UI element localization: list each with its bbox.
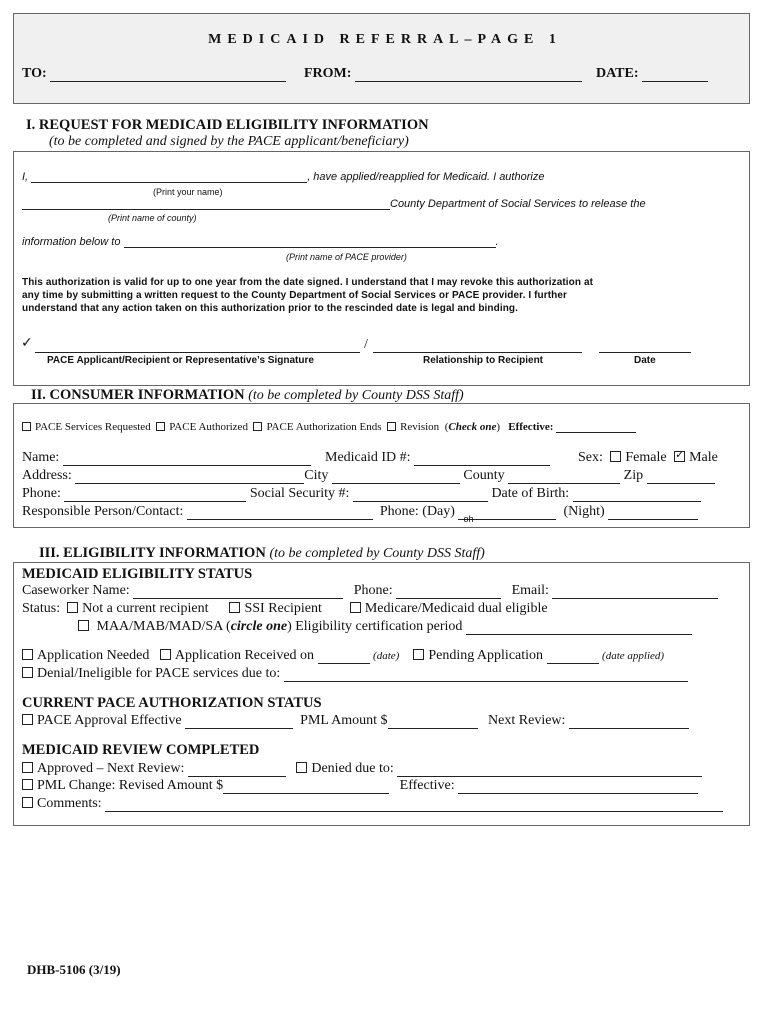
dob-label: Date of Birth:	[491, 486, 570, 501]
checkbox-icon[interactable]	[156, 422, 165, 431]
date-caption: (date)	[373, 650, 400, 662]
line3	[22, 236, 499, 248]
circle-one: circle one	[230, 619, 288, 634]
check-one-open: (	[444, 421, 449, 433]
phone-field[interactable]	[22, 486, 701, 502]
to-field[interactable]	[22, 66, 286, 82]
from-label: FROM:	[304, 66, 352, 81]
pending-checkbox[interactable]	[413, 649, 424, 660]
ssi-checkbox[interactable]	[229, 602, 240, 613]
zip-line[interactable]	[647, 483, 715, 484]
auth-line-1: This authorization is valid for up to one year from the date signed. I understand that I may revoke this authorization at	[22, 277, 594, 288]
female-checkbox[interactable]	[610, 451, 621, 462]
section2-title	[31, 387, 464, 404]
from-line[interactable]	[355, 81, 582, 82]
phone-day-value: oh	[463, 514, 474, 524]
pace-approval-label: PACE Approval Effective	[37, 713, 182, 728]
denial-row	[22, 666, 688, 682]
cert-period-line[interactable]	[466, 634, 692, 635]
city-label: City	[304, 468, 329, 483]
pace-approval-line[interactable]	[185, 728, 293, 729]
opt-authorized-label: PACE Authorized	[169, 421, 248, 433]
male-checkbox[interactable]	[674, 451, 685, 462]
checkbox-icon[interactable]	[387, 422, 396, 431]
signature-caption: PACE Applicant/Recipient or Representative’s Signature	[47, 355, 314, 366]
name-label: Name:	[22, 450, 60, 465]
medicaid-id-line[interactable]	[414, 465, 550, 466]
denial-line[interactable]	[284, 681, 688, 682]
status-label: Status:	[22, 601, 61, 616]
comments-line[interactable]	[105, 811, 723, 812]
opt-revision-label: Revision	[400, 421, 440, 433]
responsible-line[interactable]	[187, 519, 373, 520]
responsible-label: Responsible Person/Contact:	[22, 504, 184, 519]
effective-label: Effective:	[508, 421, 554, 433]
zip-label: Zip	[623, 468, 644, 483]
responsible-field[interactable]	[22, 504, 698, 524]
pace-approval-checkbox[interactable]	[22, 714, 33, 725]
line3-suffix: .	[495, 236, 499, 248]
opt-authorized[interactable]	[156, 421, 248, 433]
line1-prefix: I,	[22, 171, 29, 183]
pml-amount-line[interactable]	[388, 728, 478, 729]
app-received-line[interactable]	[318, 663, 370, 664]
denial-label: Denial/Ineligible for PACE services due to:	[37, 666, 281, 681]
auth-line-2: any time by submitting a written request to the County Department of Social Services or PACE provider. I further	[22, 290, 568, 301]
medicaid-id-label: Medicaid ID #:	[325, 450, 411, 465]
review-heading: MEDICAID REVIEW COMPLETED	[22, 742, 260, 758]
checkbox-icon[interactable]	[22, 422, 31, 431]
ssi-label: SSI Recipient	[244, 601, 322, 616]
ssn-label: Social Security #:	[249, 486, 350, 501]
opt-requested[interactable]	[22, 421, 151, 433]
denied-checkbox[interactable]	[296, 762, 307, 773]
line1	[22, 171, 544, 183]
caseworker-row	[22, 583, 718, 599]
pml-amount-label: PML Amount $	[300, 713, 388, 728]
pending-label: Pending Application	[428, 648, 544, 663]
pml-effective-label: Effective:	[399, 778, 455, 793]
relationship-caption: Relationship to Recipient	[423, 355, 544, 366]
provider-caption: (Print name of PACE provider)	[286, 252, 407, 262]
pace-auth-heading: CURRENT PACE AUTHORIZATION STATUS	[22, 695, 322, 711]
sig-date-line[interactable]	[599, 352, 691, 353]
status-row	[22, 601, 548, 617]
email-label: Email:	[511, 583, 549, 598]
opt-ends[interactable]	[253, 421, 381, 433]
caseworker-line[interactable]	[133, 598, 343, 599]
header-box	[13, 13, 750, 104]
county-caption: (Print name of county)	[108, 213, 197, 223]
opt-ends-label: PACE Authorization Ends	[266, 421, 382, 433]
section2-heading: II. CONSUMER INFORMATION	[31, 387, 245, 403]
check-one: Check one	[448, 421, 497, 433]
section3-heading: III. ELIGIBILITY INFORMATION	[39, 545, 266, 561]
email-line[interactable]	[552, 598, 718, 599]
auth-line-3: understand that any action taken on this authorization prior to the rescinded date is legal and binding.	[22, 303, 519, 314]
phone-label: Phone:	[22, 486, 61, 501]
pml-change-label: PML Change: Revised Amount $	[37, 778, 224, 793]
next-review-line[interactable]	[569, 728, 689, 729]
denial-checkbox[interactable]	[22, 667, 33, 678]
section2-subheading: (to be completed by County DSS Staff)	[248, 388, 464, 403]
section1-subheading: (to be completed and signed by the PACE applicant/beneficiary)	[49, 134, 409, 149]
section3-subheading: (to be completed by County DSS Staff)	[269, 546, 485, 561]
app-needed-label: Application Needed	[37, 648, 150, 663]
date-line[interactable]	[642, 81, 708, 82]
comments-label: Comments:	[37, 796, 102, 811]
maa-label: MAA/MAB/MAD/SA (	[96, 619, 231, 634]
print-name-caption: (Print your name)	[153, 187, 223, 197]
app-needed-checkbox[interactable]	[22, 649, 33, 660]
phone-day-label: Phone: (Day)	[379, 504, 455, 519]
phone-day-line[interactable]	[458, 514, 556, 524]
denied-label: Denied due to:	[311, 761, 394, 776]
cw-phone-line[interactable]	[396, 598, 501, 599]
name-line[interactable]	[63, 465, 311, 466]
next-review-label: Next Review:	[488, 713, 566, 728]
line2	[22, 198, 646, 210]
opt-requested-label: PACE Services Requested	[35, 421, 151, 433]
comments-row	[22, 796, 723, 812]
dual-label: Medicare/Medicaid dual eligible	[364, 601, 548, 616]
not-current-label: Not a current recipient	[82, 601, 209, 616]
to-line[interactable]	[50, 81, 286, 82]
pending-line[interactable]	[547, 663, 599, 664]
approved-line[interactable]	[188, 776, 286, 777]
address-line[interactable]	[75, 483, 304, 484]
status-heading: MEDICAID ELIGIBILITY STATUS	[22, 566, 253, 582]
dob-line[interactable]	[573, 501, 701, 502]
medicaid-id-field[interactable]	[325, 450, 550, 466]
maa-close: ) Eligibility certification period	[287, 619, 463, 634]
sex-field[interactable]	[578, 450, 718, 466]
relationship-line[interactable]	[373, 352, 582, 353]
signature-line[interactable]	[35, 352, 360, 353]
ssn-line[interactable]	[353, 501, 488, 502]
to-label: TO:	[22, 66, 47, 81]
print-name-line[interactable]	[31, 182, 307, 183]
not-current-checkbox[interactable]	[67, 602, 78, 613]
section1-box	[13, 151, 750, 386]
sex-label: Sex:	[578, 450, 603, 465]
date-label: DATE:	[596, 66, 639, 81]
line3-prefix: information below to	[22, 236, 121, 248]
pml-change-checkbox[interactable]	[22, 779, 33, 790]
county-line[interactable]	[22, 209, 390, 210]
cw-phone-label: Phone:	[353, 583, 393, 598]
name-field[interactable]	[22, 450, 311, 466]
approved-checkbox[interactable]	[22, 762, 33, 773]
comments-checkbox[interactable]	[22, 797, 33, 808]
city-line[interactable]	[332, 483, 460, 484]
line1-suffix: , have applied/reapplied for Medicaid. I authorize	[307, 171, 545, 183]
address-field[interactable]	[22, 468, 715, 484]
provider-line[interactable]	[124, 247, 496, 248]
service-options	[22, 421, 636, 433]
date-field[interactable]	[596, 66, 708, 82]
effective-line[interactable]	[556, 432, 636, 433]
section1-heading: I. REQUEST FOR MEDICAID ELIGIBILITY INFORMATION	[26, 117, 429, 133]
night-line[interactable]	[608, 519, 698, 520]
pml-change-row	[22, 778, 698, 794]
pace-approval-row	[22, 713, 689, 729]
male-label: Male	[689, 450, 718, 465]
pml-change-line[interactable]	[223, 793, 389, 794]
signature-check-icon: ✓	[21, 335, 33, 351]
approved-row	[22, 761, 702, 777]
app-received-label: Application Received on	[174, 648, 315, 663]
from-field[interactable]	[304, 66, 582, 82]
pml-effective-line[interactable]	[458, 793, 698, 794]
county-label: County	[463, 468, 505, 483]
check-one-close: )	[496, 421, 501, 433]
line2-suffix: County Department of Social Services to release the	[390, 198, 646, 210]
phone-line[interactable]	[64, 501, 246, 502]
sig-date-caption: Date	[634, 355, 656, 366]
female-label: Female	[625, 450, 667, 465]
night-label: (Night)	[563, 504, 605, 519]
checkbox-icon[interactable]	[253, 422, 262, 431]
county-field-line[interactable]	[508, 483, 620, 484]
section3-title	[39, 545, 485, 562]
denied-line[interactable]	[397, 776, 702, 777]
caseworker-label: Caseworker Name:	[22, 583, 130, 598]
opt-revision[interactable]	[387, 421, 439, 433]
app-received-checkbox[interactable]	[160, 649, 171, 660]
application-row	[22, 648, 664, 664]
address-label: Address:	[22, 468, 72, 483]
maa-checkbox[interactable]	[78, 620, 89, 631]
form-title: MEDICAID REFERRAL–PAGE 1	[208, 32, 562, 47]
form-id: DHB-5106 (3/19)	[27, 962, 121, 977]
signature-slash: /	[364, 337, 368, 352]
dual-checkbox[interactable]	[350, 602, 361, 613]
approved-label: Approved – Next Review:	[37, 761, 185, 776]
maa-row	[78, 619, 692, 635]
date-applied-caption: (date applied)	[602, 650, 665, 662]
